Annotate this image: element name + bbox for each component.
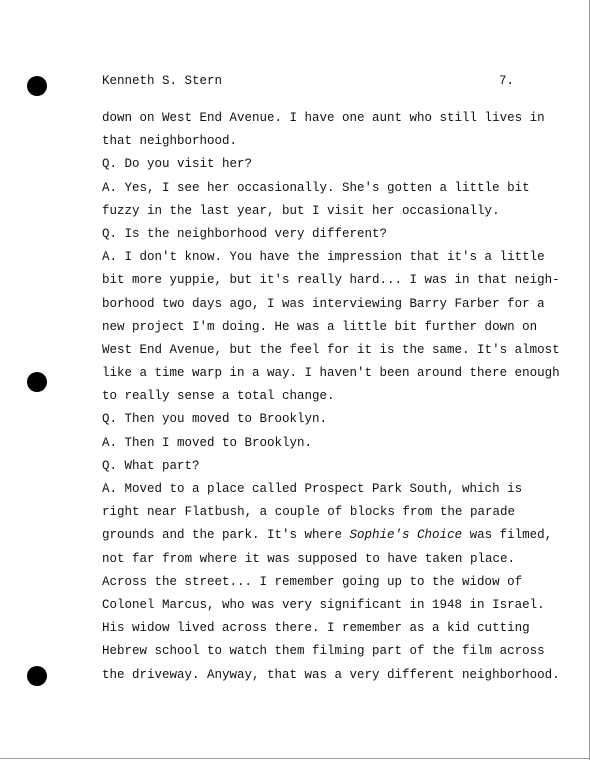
transcript-line: A. I don't know. You have the impression that it's a little: [102, 250, 545, 265]
transcript-line: A. Yes, I see her occasionally. She's gotten a little bit: [102, 180, 530, 195]
transcript-line: to really sense a total change.: [102, 389, 335, 404]
page-edge-bottom: [0, 758, 590, 759]
interviewee-name: Kenneth S. Stern: [102, 74, 223, 88]
transcript-line: Q. What part?: [102, 458, 200, 473]
transcript-line: Across the street... I remember going up to the widow of: [102, 574, 523, 589]
line-text: was filmed,: [462, 528, 553, 543]
transcript-line: Q. Do you visit her?: [102, 157, 253, 172]
transcript-line: bit more yuppie, but it's really hard... I was in that neigh-: [102, 273, 560, 288]
transcript-line: borhood two days ago, I was interviewing Barry Farber for a: [102, 296, 545, 311]
transcript-line: the driveway. Anyway, that was a very different neighborhood.: [102, 667, 560, 682]
binder-hole-top: [27, 76, 47, 96]
transcript-line: that neighborhood.: [102, 134, 238, 149]
transcript-line: A. Moved to a place called Prospect Park South, which is: [102, 482, 523, 496]
line-text: grounds and the park. It's where: [102, 528, 350, 543]
binder-hole-bottom: [27, 666, 47, 686]
binder-hole-middle: [27, 372, 47, 392]
transcript-line: down on West End Avenue. I have one aunt who still lives in: [102, 111, 545, 125]
transcript-line: Q. Then you moved to Brooklyn.: [102, 412, 328, 427]
transcript-line: A. Then I moved to Brooklyn.: [102, 435, 313, 450]
transcript-line: His widow lived across there. I remember as a kid cutting: [102, 621, 530, 636]
transcript-line: West End Avenue, but the feel for it is the same. It's almost: [102, 342, 560, 357]
transcript-line: [102, 524, 553, 547]
transcript-line: Hebrew school to watch them filming part of the film across: [102, 644, 545, 659]
transcript-line: like a time warp in a way. I haven't been around there enough: [102, 366, 560, 381]
page-number: 7.: [498, 74, 514, 88]
transcript-line: fuzzy in the last year, but I visit her occasionally.: [102, 203, 500, 218]
transcript-body: [102, 107, 560, 687]
transcript-line: not far from where it was supposed to have taken place.: [102, 551, 515, 566]
transcript-line: right near Flatbush, a couple of blocks from the parade: [102, 505, 515, 520]
film-title: Sophie's Choice: [349, 528, 463, 543]
transcript-line: new project I'm doing. He was a little bit further down on: [102, 319, 538, 334]
transcript-line: Colonel Marcus, who was very significant in 1948 in Israel.: [102, 597, 545, 612]
transcript-line: Q. Is the neighborhood very different?: [102, 226, 388, 241]
